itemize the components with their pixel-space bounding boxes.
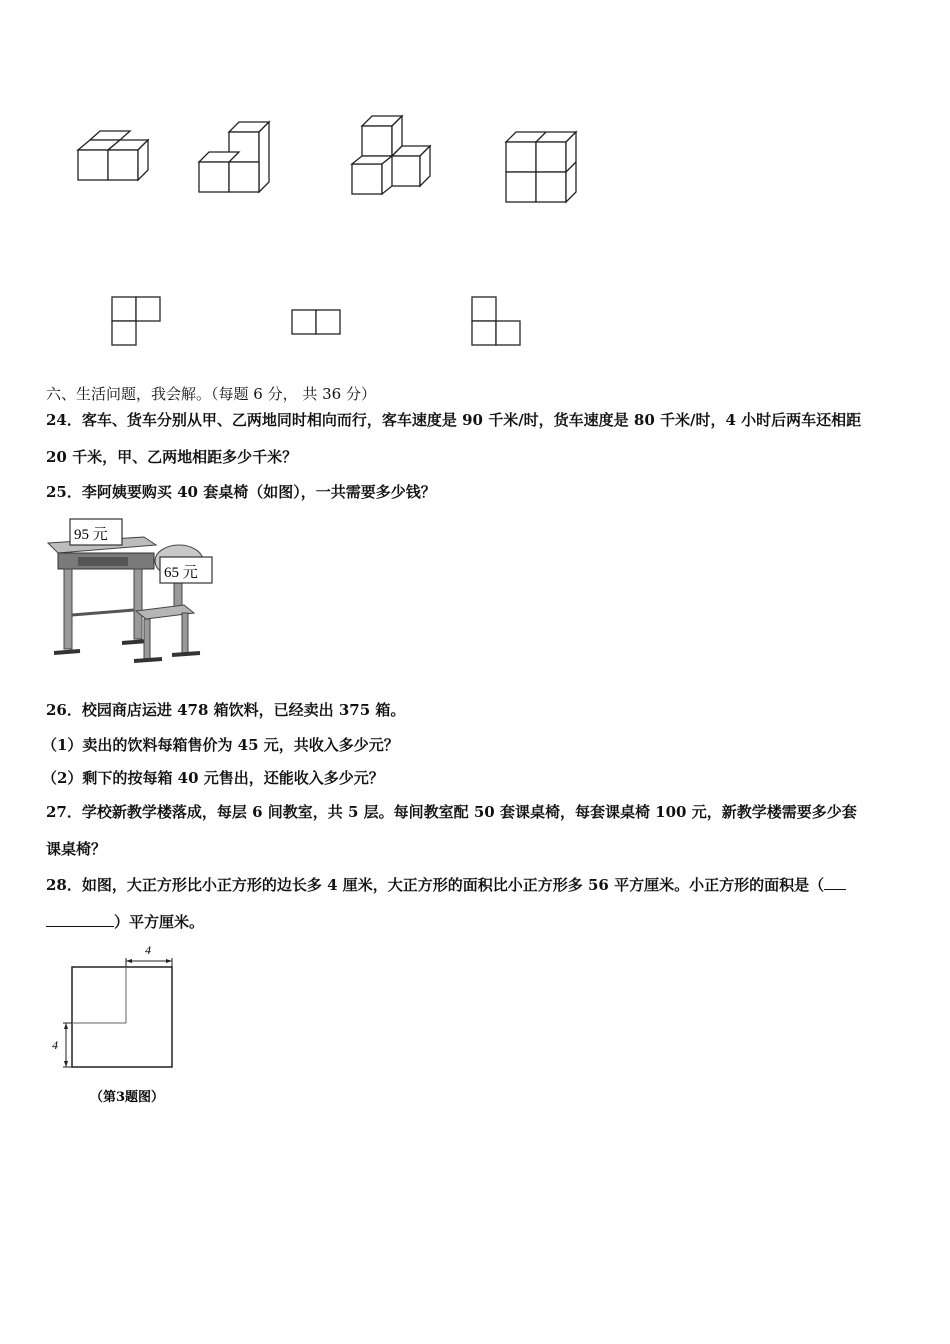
cube-solid-4 [500,126,590,206]
question-26-sub1: （1）卖出的饮料每箱售价为 45 元，共收入多少元？ [42,736,399,754]
dim-left-label: 4 [52,1038,58,1052]
cube-solid-1 [70,130,160,200]
cube-solid-2 [195,120,285,200]
question-27-line2: 课桌椅？ [46,840,107,858]
question-24-line2: 20 千米，甲、乙两地相距多少千米？ [46,448,298,466]
question-28-unit: ）平方厘米。 [114,913,205,931]
desk-chair-illustration [44,515,224,675]
question-28-text: 28．如图，大正方形比小正方形的边长多 4 厘米，大正方形的面积比小正方形多 56 平方厘米。小正方形的面积是（ [46,876,825,894]
question-27-line1: 27．学校新教学楼落成，每层 6 间教室，共 5 层。每间教室配 50 套课桌椅，每套课桌椅 100 元，新教学楼需要多少套 [46,803,857,821]
desk-price-tag: 95 元 [74,527,108,543]
view-shape-2 [290,308,350,338]
square-diagram [46,940,186,1110]
dim-top-label: 4 [145,943,151,957]
view-shape-3 [470,295,530,350]
answer-blank-part2[interactable] [46,910,114,927]
view-shape-1 [110,295,170,350]
question-28-line2 [46,910,204,932]
answer-blank-part1[interactable] [824,873,846,890]
question-26-sub2: （2）剩下的按每箱 40 元售出，还能收入多少元？ [42,769,384,787]
chair-price-tag: 65 元 [164,565,198,581]
question-24-line1: 24．客车、货车分别从甲、乙两地同时相向而行，客车速度是 90 千米/时，货车速度是 80 千米/时，4 小时后两车还相距 [46,411,862,429]
question-26-text: 26．校园商店运进 478 箱饮料，已经卖出 375 箱。 [46,701,406,719]
question-28-line1 [46,873,846,895]
figure-caption: （第3题图） [90,1090,165,1105]
cube-solid-3 [348,112,443,202]
question-25-text: 25．李阿姨要购买 40 套桌椅（如图），一共需要多少钱？ [46,483,436,501]
section-heading: 六、生活问题，我会解。（每题 6 分， 共 36 分） [46,385,376,403]
